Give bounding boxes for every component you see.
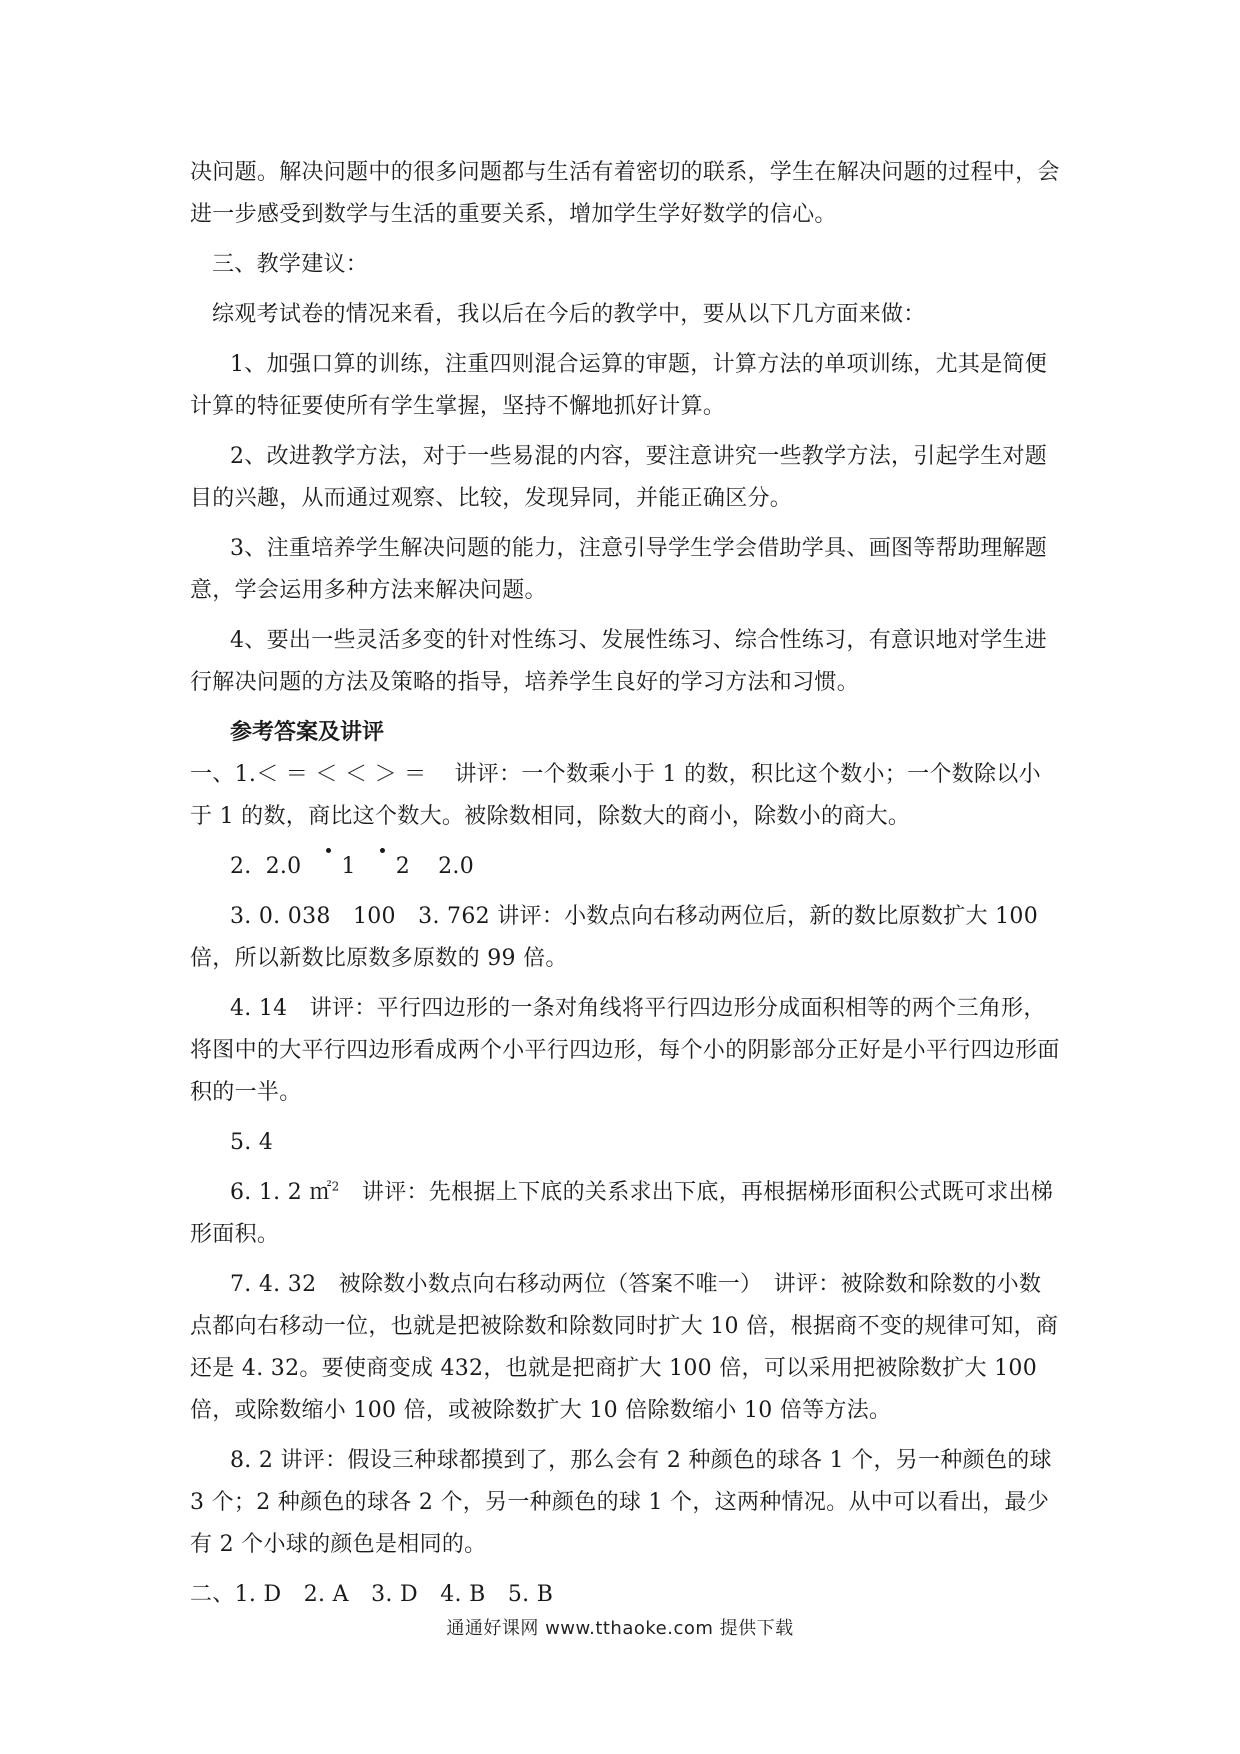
answer-1 bbox=[190, 754, 1060, 838]
repeating-digit-2: 2 bbox=[356, 846, 410, 888]
answer-2-second: 2.0 bbox=[438, 854, 474, 879]
answer-6-head: 6. 1. 2 ㎡ bbox=[230, 1180, 332, 1205]
answer-4: 4. 14 讲评：平行四边形的一条对角线将平行四边形分成面积相等的两个三角形，将图中的大平行四边形看成两个小平行四边形，每个小的阴影部分正好是小平行四边形面积的一半。 bbox=[190, 996, 1060, 1105]
answer-2 bbox=[190, 846, 1060, 888]
paragraph-overview: 综观考试卷的情况来看，我以后在今后的教学中，要从以下几方面来做： bbox=[212, 302, 926, 327]
answer-2-repeating-decimal: 2.0 1 2 bbox=[266, 854, 411, 879]
answer-1-symbols: ＜ ＝ ＜ ＜ ＞ ＝ bbox=[256, 762, 427, 787]
answer-8: 8. 2 讲评：假设三种球都摸到了，那么会有 2 种颜色的球各 1 个，另一种颜色的球 3 个；2 种颜色的球各 2 个，另一种颜色的球 1 个，这两种情况。从中可以看出，最少有 2 个小球的颜色是相同的。 bbox=[190, 1448, 1052, 1557]
answer-3: 3. 0. 038 100 3. 762 讲评：小数点向右移动两位后，新的数比原数扩大 100 倍，所以新数比原数多原数的 99 倍。 bbox=[190, 904, 1039, 971]
paragraph-problem-solving: 决问题。解决问题中的很多问题都与生活有着密切的联系，学生在解决问题的过程中，会进一步感受到数学与生活的重要关系，增加学生学好数学的信心。 bbox=[190, 160, 1060, 227]
answer-6 bbox=[190, 1172, 1060, 1256]
suggestion-4: 4、要出一些灵活多变的针对性练习、发展性练习、综合性练习，有意识地对学生进行解决问题的方法及策略的指导，培养学生良好的学习方法和习惯。 bbox=[190, 628, 1048, 695]
answer-2-label: 2. bbox=[230, 854, 252, 879]
answer-1-label: 一、1. bbox=[190, 762, 257, 787]
answer-section-2-label: 二、 bbox=[190, 1582, 235, 1607]
answer-7: 7. 4. 32 被除数小数点向右移动两位（答案不唯一） 讲评：被除数和除数的小数点都向右移动一位，也就是把被除数和除数同时扩大 10 倍，根据商不变的规律可知，商还是 4. 32。要使商变成 432，也就是把商扩大 100 倍，可以采用把被除数扩大 100 倍，或除数缩小 100 倍，或被除数扩大 10 倍除数缩小 10 倍等方法。 bbox=[190, 1272, 1059, 1423]
answer-5: 5. 4 bbox=[230, 1130, 274, 1155]
document-body bbox=[190, 152, 1060, 1616]
repeating-digit-1: 1 bbox=[301, 846, 355, 888]
answer-section-2-items: 1. D 2. A 3. D 4. B 5. B bbox=[234, 1582, 554, 1607]
answer-6-superscript: 2 bbox=[331, 1179, 340, 1194]
answer-section-2 bbox=[190, 1574, 1060, 1616]
section-heading-teaching-suggestions: 三、教学建议： bbox=[212, 252, 369, 277]
answer-1-comment: 讲评：一个数乘小于 1 的数，积比这个数小；一个数除以小于 1 的数，商比这个数大。被除数相同，除数大的商小，除数小的商大。 bbox=[190, 762, 1041, 829]
answer-key-heading: 参考答案及讲评 bbox=[230, 720, 385, 745]
suggestion-1: 1、加强口算的训练，注重四则混合运算的审题，计算方法的单项训练，尤其是简便计算的特征要使所有学生掌握，坚持不懈地抓好计算。 bbox=[190, 352, 1048, 419]
suggestion-2: 2、改进教学方法，对于一些易混的内容，要注意讲究一些教学方法，引起学生对题目的兴趣，从而通过观察、比较，发现异同，并能正确区分。 bbox=[190, 444, 1048, 511]
footer-download-note: 通通好课网 www.tthaoke.com 提供下载 bbox=[446, 1618, 794, 1639]
suggestion-3: 3、注重培养学生解决问题的能力，注意引导学生学会借助学具、画图等帮助理解题意，学会运用多种方法来解决问题。 bbox=[190, 536, 1048, 603]
answer-6-comment: 讲评：先根据上下底的关系求出下底，再根据梯形面积公式既可求出梯形面积。 bbox=[190, 1180, 1054, 1247]
